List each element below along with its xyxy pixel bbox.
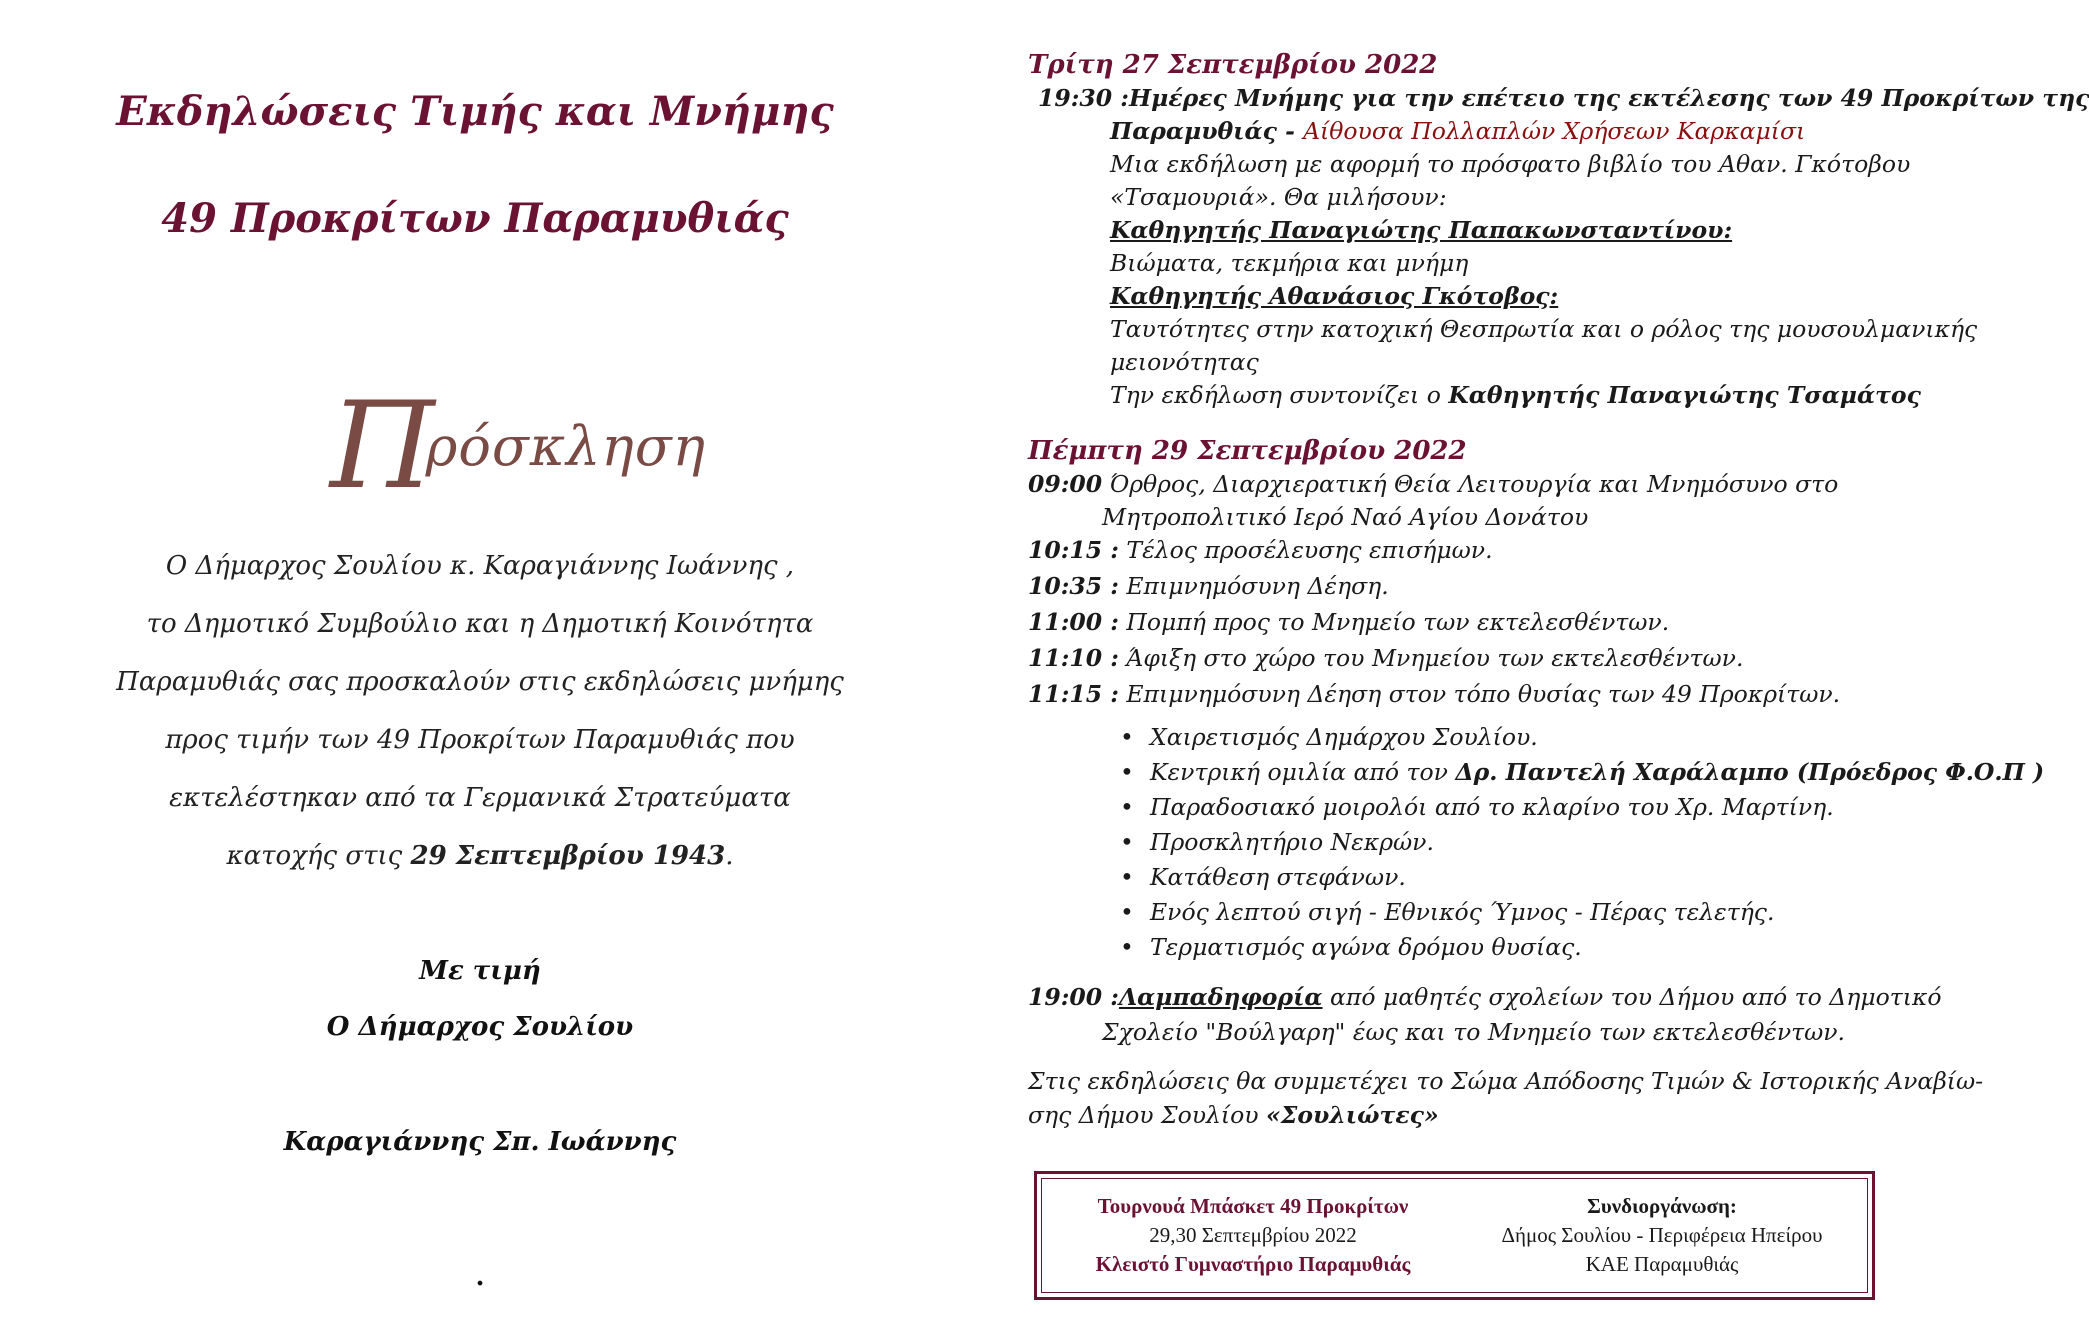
note-line-1: Στις εκδηλώσεις θα συμμετέχει το Σώμα Απόδοσης Τιμών & Ιστορικής Αναβίω- bbox=[1028, 1067, 1984, 1095]
title-line-1: Εκδηλώσεις Τιμής και Μνήμης bbox=[116, 88, 834, 135]
dot: . bbox=[475, 1262, 485, 1292]
torch-relay: Λαμπαδηφορία bbox=[1118, 983, 1323, 1011]
venue-1: Αίθουσα Πολλαπλών Χρήσεων Καρκαμίσι bbox=[1303, 117, 1806, 145]
keynote-speaker: Δρ. Παντελή Χαράλαμπο (Πρόεδρος Φ.Ο.Π ) bbox=[1455, 758, 2045, 786]
tournament-info bbox=[1053, 1192, 1453, 1279]
d1-time: 19:30 bbox=[1038, 84, 1113, 112]
left-page bbox=[0, 0, 950, 1344]
title-line-2: 49 Προκρίτων Παραμυθιάς bbox=[161, 195, 789, 242]
topic-2a: Ταυτότητες στην κατοχική Θεσπρωτία και ο ρόλος της μουσουλμανικής bbox=[1110, 315, 1978, 343]
day-1-heading: Τρίτη 27 Σεπτεμβρίου 2022 bbox=[1028, 50, 1438, 80]
speaker-1: Καθηγητής Παναγιώτης Παπακωνσταντίνου: bbox=[1110, 216, 1733, 244]
event-date: 29 Σεπτεμβρίου 1943 bbox=[410, 841, 726, 871]
schedule-row: 11:15 : Επιμνημόσυνη Δέηση στον τόπο θυσίας των 49 Προκρίτων. bbox=[1028, 680, 1841, 708]
list-item: • Τερματισμός αγώνα δρόμου θυσίας. bbox=[1120, 930, 2044, 965]
signer-name: Καραγιάννης Σπ. Ιωάννης bbox=[283, 1127, 677, 1157]
invitation-line-1: Ο Δήμαρχος Σουλίου κ. Καραγιάννης Ιωάννης , bbox=[165, 551, 795, 581]
invitation-line-4: προς τιμήν των 49 Προκρίτων Παραμυθιάς που bbox=[165, 725, 795, 755]
coordinator-line: Την εκδήλωση συντονίζει ο Καθηγητής Παναγιώτης Τσαμάτος bbox=[1110, 381, 1921, 409]
coordinator: Καθηγητής Παναγιώτης Τσαμάτος bbox=[1448, 381, 1921, 409]
d1-line-2: Παραμυθιάς - Αίθουσα Πολλαπλών Χρήσεων Καρκαμίσι bbox=[1110, 117, 1806, 145]
invitation-line-3: Παραμυθιάς σας προσκαλούν στις εκδηλώσεις μνήμης bbox=[116, 667, 844, 697]
list-item: • Ενός λεπτού σιγή - Εθνικός Ύμνος - Πέρας τελετής. bbox=[1120, 895, 2044, 930]
tournament-title: Τουρνουά Μπάσκετ 49 Προκρίτων bbox=[1097, 1194, 1409, 1218]
list-item: • Παραδοσιακό μοιρολόι από το κλαρίνο του Χρ. Μαρτίνη. bbox=[1120, 790, 2044, 825]
d1-line-4: «Τσαμουριά». Θα μιλήσουν: bbox=[1110, 183, 1447, 211]
d1-line-3: Μια εκδήλωση με αφορμή το πρόσφατο βιβλίο του Αθαν. Γκότοβου bbox=[1110, 150, 1911, 178]
invitation-line-6: κατοχής στις 29 Σεπτεμβρίου 1943. bbox=[226, 841, 734, 871]
list-item: • Προσκλητήριο Νεκρών. bbox=[1120, 825, 2044, 860]
list-item: • Κεντρική ομιλία από τον Δρ. Παντελή Χαράλαμπο (Πρόεδρος Φ.Ο.Π ) bbox=[1120, 755, 2044, 790]
invitation-line-2: το Δημοτικό Συμβούλιο και η Δημοτική Κοινότητα bbox=[146, 609, 814, 639]
co-organizers-title: Συνδιοργάνωση: bbox=[1587, 1194, 1737, 1218]
list-item: • Χαιρετισμός Δημάρχου Σουλίου. bbox=[1120, 720, 2044, 755]
invitation-heading bbox=[330, 355, 706, 516]
note-line-2: σης Δήμου Σουλίου «Σουλιώτες» bbox=[1028, 1101, 1439, 1129]
day-2-heading: Πέμπτη 29 Σεπτεμβρίου 2022 bbox=[1028, 436, 1467, 466]
tournament-venue: Κλειστό Γυμναστήριο Παραμυθιάς bbox=[1095, 1252, 1411, 1276]
d1-line-1: 19:30 :Ημέρες Μνήμης για την επέτειο της εκτέλεσης των 49 Προκρίτων της bbox=[1038, 84, 2089, 112]
closing: Με τιμή bbox=[419, 956, 541, 986]
speaker-2: Καθηγητής Αθανάσιος Γκότοβος: bbox=[1110, 282, 1559, 310]
schedule-row: 10:35 : Επιμνημόσυνη Δέηση. bbox=[1028, 572, 1389, 600]
list-item: • Κατάθεση στεφάνων. bbox=[1120, 860, 2044, 895]
invitation-line-5: εκτελέστηκαν από τα Γερμανικά Στρατεύματα bbox=[169, 783, 791, 813]
ceremony-list bbox=[1120, 720, 2044, 965]
topic-1: Βιώματα, τεκμήρια και μνήμη bbox=[1110, 249, 1469, 277]
schedule-row: 11:00 : Πομπή προς το Μνημείο των εκτελεσθέντων. bbox=[1028, 608, 1670, 636]
co-organizer-2: ΚΑΕ Παραμυθιάς bbox=[1585, 1252, 1739, 1276]
honor-guard: «Σουλιώτες» bbox=[1266, 1101, 1439, 1129]
schedule-row: Μητροπολιτικό Ιερό Ναό Αγίου Δονάτου bbox=[1102, 503, 1589, 531]
schedule-row: 10:15 : Τέλος προσέλευσης επισήμων. bbox=[1028, 536, 1493, 564]
co-organizers bbox=[1462, 1192, 1862, 1279]
invitation-initial: Π bbox=[330, 377, 436, 516]
schedule-row: 11:10 : Άφιξη στο χώρο του Μνημείου των εκτελεσθέντων. bbox=[1028, 644, 1744, 672]
schedule-row: 09:00 Όρθρος, Διαρχιερατική Θεία Λειτουργία και Μνημόσυνο στο bbox=[1028, 470, 1839, 498]
invitation-rest: ρόσκληση bbox=[425, 415, 706, 478]
evening-line-1: 19:00 :Λαμπαδηφορία από μαθητές σχολείων του Δήμου από το Δημοτικό bbox=[1028, 983, 1942, 1011]
basketball-info-box bbox=[1034, 1171, 1875, 1300]
topic-2b: μειονότητας bbox=[1110, 348, 1259, 376]
right-page bbox=[1020, 0, 2089, 1344]
evening-line-2: Σχολείο "Βούλγαρη" έως και το Μνημείο των εκτελεσθέντων. bbox=[1102, 1018, 1846, 1046]
tournament-dates: 29,30 Σεπτεμβρίου 2022 bbox=[1149, 1223, 1357, 1247]
co-organizer-1: Δήμος Σουλίου - Περιφέρεια Ηπείρου bbox=[1501, 1223, 1823, 1247]
signer-title: Ο Δήμαρχος Σουλίου bbox=[326, 1012, 634, 1042]
